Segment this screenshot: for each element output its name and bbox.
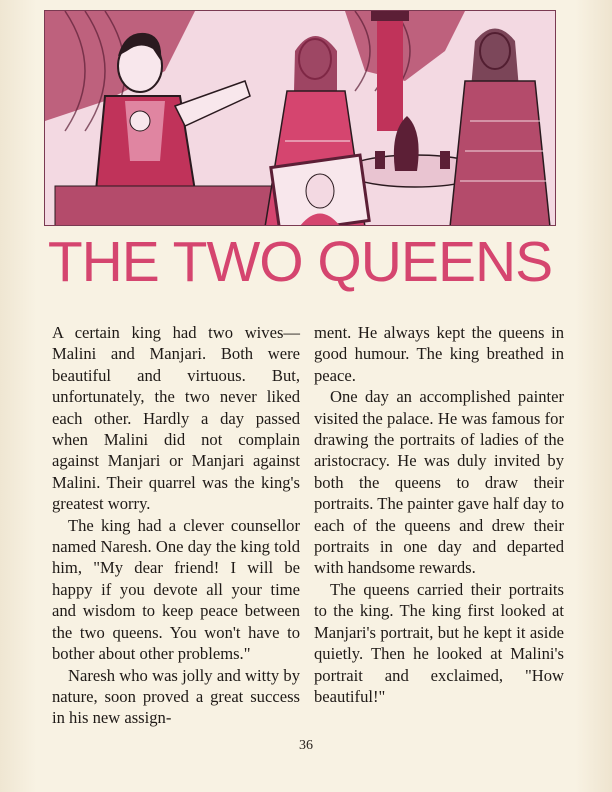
paragraph: One day an accomplished painter visited the palace. He was famous for drawing the portraits of ladies of the aristocracy. He was duly invited by both the queens to draw their portraits. The painter gave half day to each of the queens and drew their portraits in one day and departed with handsome rewards. xyxy=(314,387,564,578)
illustration-drawing xyxy=(45,11,556,226)
story-illustration xyxy=(44,10,556,226)
paragraph: The queens carried their portraits to the king. The king first looked at Manjari's portrait, but he kept it aside quietly. Then he looked at Malini's portrait and exclaimed, "How beautiful!" xyxy=(314,579,564,706)
text-column-right xyxy=(314,322,564,707)
story-title: THE TWO QUEENS xyxy=(47,230,553,294)
page-number: 36 xyxy=(299,738,313,753)
text-column-left xyxy=(52,322,300,729)
paragraph: A certain king had two wives— Malini and Manjari. Both were beautiful and virtuous. But, unfortunately, the two never liked each other. Hardly a day passed when Malini did not complain against Manjari or Manjari against Malini. Their quarrel was the king's greatest worry. xyxy=(52,323,300,514)
paragraph: ment. He always kept the queens in good humour. The king breathed in peace. xyxy=(314,323,564,385)
paragraph: The king had a clever counsellor named Naresh. One day the king told him, "My dear friend! I will be happy if you devote all your time and wisdom to keep peace between the two queens. You won't have to bother about other problems." xyxy=(52,515,300,664)
paragraph: Naresh who was jolly and witty by nature, soon proved a great success in his new assign- xyxy=(52,665,300,728)
